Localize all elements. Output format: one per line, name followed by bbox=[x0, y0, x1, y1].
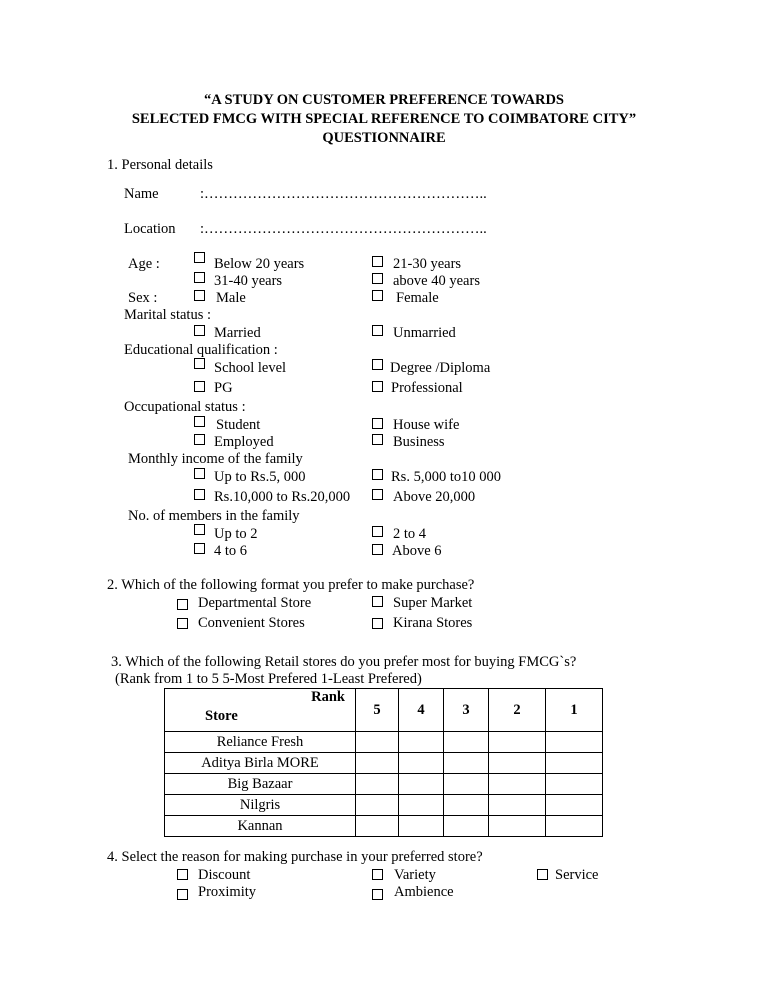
members-label: No. of members in the family bbox=[128, 508, 300, 524]
reason-variety-checkbox[interactable] bbox=[372, 869, 383, 880]
reason-ambience-checkbox[interactable] bbox=[372, 889, 383, 900]
rank-col-2: 2 bbox=[489, 689, 546, 732]
table-row bbox=[165, 774, 603, 795]
occ-student-checkbox[interactable] bbox=[194, 416, 205, 427]
table-row bbox=[165, 732, 603, 753]
rank-cell[interactable] bbox=[444, 774, 489, 795]
rank-cell[interactable] bbox=[444, 753, 489, 774]
income-label: Monthly income of the family bbox=[128, 451, 303, 467]
rank-cell[interactable] bbox=[546, 795, 603, 816]
table-row bbox=[165, 795, 603, 816]
rank-cell[interactable] bbox=[546, 732, 603, 753]
rank-cell[interactable] bbox=[399, 795, 444, 816]
reason-ambience-label: Ambience bbox=[394, 884, 454, 900]
income-above-20000-label: Above 20,000 bbox=[393, 489, 476, 505]
reason-proximity-label: Proximity bbox=[198, 884, 257, 900]
marital-label: Marital status : bbox=[124, 307, 211, 323]
rank-cell[interactable] bbox=[399, 753, 444, 774]
reason-service-checkbox[interactable] bbox=[537, 869, 548, 880]
title-line-3: QUESTIONNAIRE bbox=[322, 130, 446, 146]
income-above-20000-checkbox[interactable] bbox=[372, 489, 383, 500]
rank-cell[interactable] bbox=[356, 774, 399, 795]
occupation-label: Occupational status : bbox=[124, 399, 246, 415]
rank-col-4: 4 bbox=[399, 689, 444, 732]
income-5000-10000-checkbox[interactable] bbox=[372, 469, 383, 480]
rank-store-header-cell bbox=[165, 689, 356, 732]
rank-cell[interactable] bbox=[356, 816, 399, 837]
reason-discount-checkbox[interactable] bbox=[177, 869, 188, 880]
income-upto-5000-label: Up to Rs.5, 000 bbox=[214, 469, 306, 485]
occ-employed-label: Employed bbox=[214, 434, 274, 450]
age-above-40-checkbox[interactable] bbox=[372, 273, 383, 284]
rank-cell[interactable] bbox=[546, 753, 603, 774]
q1-heading: 1. Personal details bbox=[107, 157, 213, 173]
location-label: Location bbox=[124, 221, 176, 237]
rank-cell[interactable] bbox=[399, 732, 444, 753]
title-line-1: “A STUDY ON CUSTOMER PREFERENCE TOWARDS bbox=[203, 92, 564, 108]
age-31-40-checkbox[interactable] bbox=[194, 272, 205, 283]
rank-cell[interactable] bbox=[399, 774, 444, 795]
rank-cell[interactable] bbox=[444, 795, 489, 816]
format-kirana-checkbox[interactable] bbox=[372, 618, 383, 629]
edu-professional-label: Professional bbox=[391, 380, 463, 396]
format-departmental-checkbox[interactable] bbox=[177, 599, 188, 610]
members-2-4-checkbox[interactable] bbox=[372, 526, 383, 537]
reason-proximity-checkbox[interactable] bbox=[177, 889, 188, 900]
sex-label: Sex : bbox=[128, 290, 158, 306]
sex-female-checkbox[interactable] bbox=[372, 290, 383, 301]
table-row bbox=[165, 816, 603, 837]
sex-female-label: Female bbox=[396, 290, 439, 306]
members-4-6-label: 4 to 6 bbox=[214, 543, 248, 559]
rank-cell[interactable] bbox=[356, 795, 399, 816]
members-above-6-label: Above 6 bbox=[392, 543, 442, 559]
marital-married-checkbox[interactable] bbox=[194, 325, 205, 336]
table-row bbox=[165, 753, 603, 774]
marital-married-label: Married bbox=[214, 325, 261, 341]
income-upto-5000-checkbox[interactable] bbox=[194, 468, 205, 479]
rank-cell[interactable] bbox=[356, 753, 399, 774]
rank-cell[interactable] bbox=[444, 732, 489, 753]
rank-cell[interactable] bbox=[399, 816, 444, 837]
age-21-30-label: 21-30 years bbox=[393, 256, 462, 272]
store-name: Reliance Fresh bbox=[165, 732, 356, 753]
age-label: Age : bbox=[128, 256, 160, 272]
edu-pg-checkbox[interactable] bbox=[194, 381, 205, 392]
occ-housewife-label: House wife bbox=[393, 417, 460, 433]
income-5000-10000-label: Rs. 5,000 to10 000 bbox=[391, 469, 501, 485]
edu-degree-label: Degree /Diploma bbox=[390, 360, 491, 376]
rank-cell[interactable] bbox=[356, 732, 399, 753]
rank-cell[interactable] bbox=[489, 816, 546, 837]
rank-col-3: 3 bbox=[444, 689, 489, 732]
store-name: Aditya Birla MORE bbox=[165, 753, 356, 774]
sex-male-label: Male bbox=[216, 290, 246, 306]
format-convenient-checkbox[interactable] bbox=[177, 618, 188, 629]
rank-col-5: 5 bbox=[356, 689, 399, 732]
format-departmental-label: Departmental Store bbox=[198, 595, 312, 611]
sex-male-checkbox[interactable] bbox=[194, 290, 205, 301]
store-name: Kannan bbox=[165, 816, 356, 837]
name-label: Name bbox=[124, 186, 159, 202]
name-field[interactable]: :………………………………………………….. bbox=[200, 186, 487, 202]
q2-heading: 2. Which of the following format you prefer to make purchase? bbox=[107, 577, 475, 593]
edu-degree-checkbox[interactable] bbox=[372, 359, 383, 370]
members-2-4-label: 2 to 4 bbox=[393, 526, 427, 542]
location-field[interactable]: :………………………………………………….. bbox=[200, 221, 487, 237]
age-21-30-checkbox[interactable] bbox=[372, 256, 383, 267]
rank-cell[interactable] bbox=[546, 774, 603, 795]
edu-pg-label: PG bbox=[214, 380, 233, 396]
reason-service-label: Service bbox=[555, 867, 599, 883]
reason-discount-label: Discount bbox=[198, 867, 251, 883]
q4-heading: 4. Select the reason for making purchase in your preferred store? bbox=[107, 849, 483, 865]
format-supermarket-label: Super Market bbox=[393, 595, 473, 611]
education-label: Educational qualification : bbox=[124, 342, 278, 358]
occ-student-label: Student bbox=[216, 417, 261, 433]
rank-cell[interactable] bbox=[489, 774, 546, 795]
age-31-40-label: 31-40 years bbox=[214, 273, 283, 289]
q3-heading: 3. Which of the following Retail stores do you prefer most for buying FMCG`s? bbox=[111, 654, 577, 670]
format-supermarket-checkbox[interactable] bbox=[372, 596, 383, 607]
income-10000-20000-checkbox[interactable] bbox=[194, 489, 205, 500]
rank-cell[interactable] bbox=[489, 753, 546, 774]
age-above-40-label: above 40 years bbox=[393, 273, 480, 289]
members-4-6-checkbox[interactable] bbox=[194, 543, 205, 554]
edu-professional-checkbox[interactable] bbox=[372, 381, 383, 392]
edu-school-label: School level bbox=[214, 360, 287, 376]
rank-cell[interactable] bbox=[444, 816, 489, 837]
q3-subheading: (Rank from 1 to 5 5-Most Prefered 1-Least Prefered) bbox=[115, 671, 422, 687]
members-above-6-checkbox[interactable] bbox=[372, 544, 383, 555]
rank-label: Rank bbox=[311, 689, 345, 705]
rank-table bbox=[164, 688, 603, 837]
rank-cell[interactable] bbox=[489, 732, 546, 753]
occ-housewife-checkbox[interactable] bbox=[372, 418, 383, 429]
rank-cell[interactable] bbox=[546, 816, 603, 837]
edu-school-checkbox[interactable] bbox=[194, 358, 205, 369]
format-kirana-label: Kirana Stores bbox=[393, 615, 473, 631]
occ-employed-checkbox[interactable] bbox=[194, 434, 205, 445]
income-10000-20000-label: Rs.10,000 to Rs.20,000 bbox=[214, 489, 351, 505]
store-name: Nilgris bbox=[165, 795, 356, 816]
rank-header-row bbox=[165, 689, 603, 732]
rank-col-1: 1 bbox=[546, 689, 603, 732]
reason-variety-label: Variety bbox=[394, 867, 436, 883]
store-name: Big Bazaar bbox=[165, 774, 356, 795]
age-below-20-checkbox[interactable] bbox=[194, 252, 205, 263]
occ-business-label: Business bbox=[393, 434, 445, 450]
members-upto-2-label: Up to 2 bbox=[214, 526, 258, 542]
rank-cell[interactable] bbox=[489, 795, 546, 816]
marital-unmarried-label: Unmarried bbox=[393, 325, 456, 341]
age-below-20-label: Below 20 years bbox=[214, 256, 305, 272]
store-label: Store bbox=[205, 708, 238, 724]
occ-business-checkbox[interactable] bbox=[372, 434, 383, 445]
members-upto-2-checkbox[interactable] bbox=[194, 524, 205, 535]
format-convenient-label: Convenient Stores bbox=[198, 615, 305, 631]
marital-unmarried-checkbox[interactable] bbox=[372, 325, 383, 336]
title-line-2: SELECTED FMCG WITH SPECIAL REFERENCE TO COIMBATORE CITY” bbox=[131, 111, 637, 127]
